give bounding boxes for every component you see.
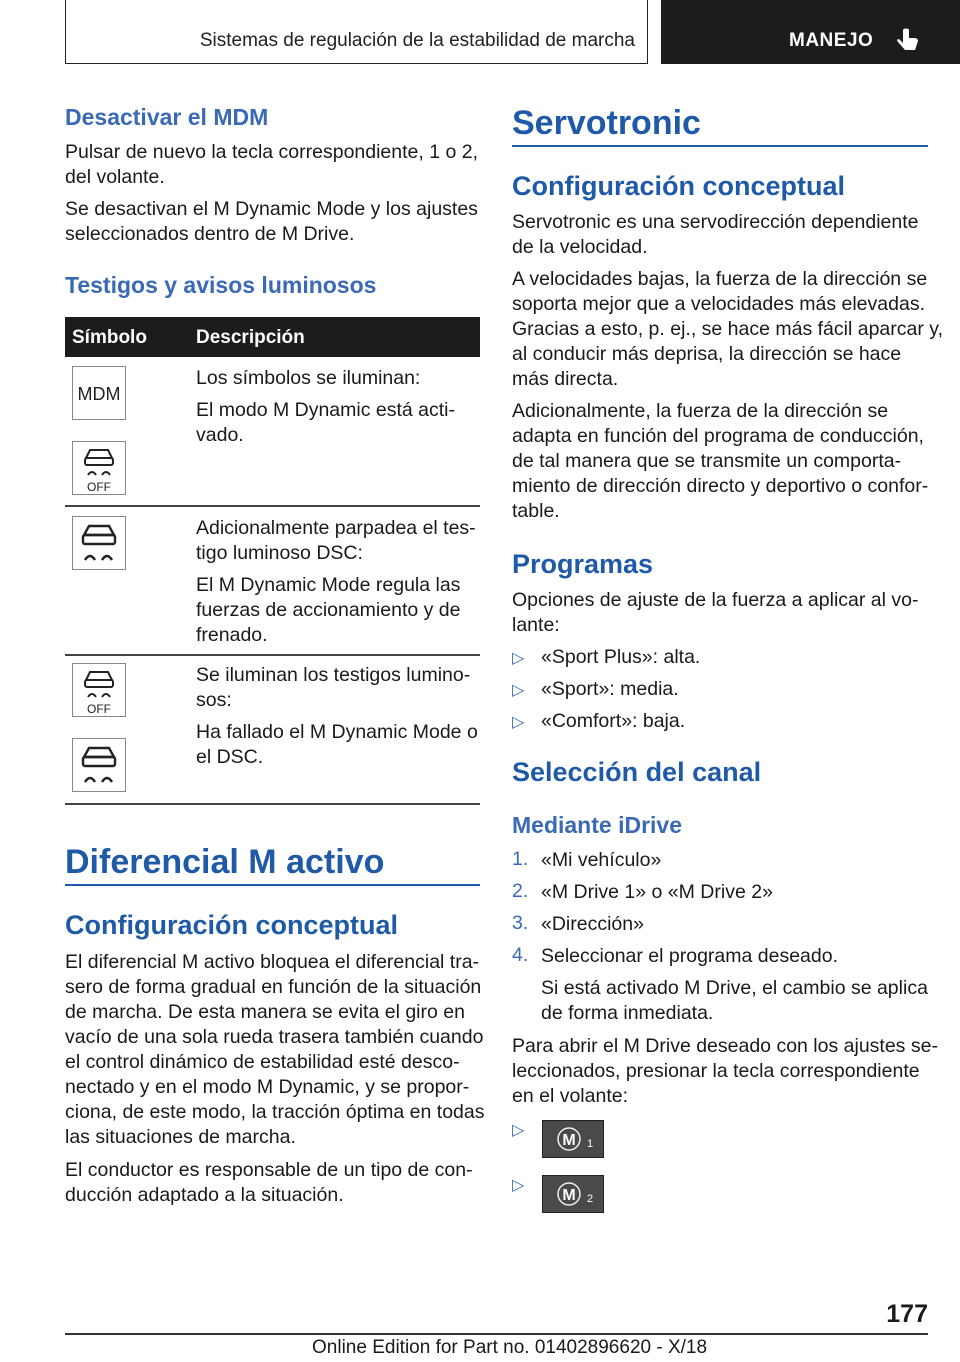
mdm-off-paragraph-2-line-2: seleccionados dentro de M Drive.	[65, 223, 355, 245]
concept-p2-line: A velocidades bajas, la fuerza de la dirección se	[512, 268, 928, 290]
footer-edition: Online Edition for Part no. 01402896620 - X/18	[312, 1337, 708, 1358]
diff-p1-line: sero de forma gradual en función de la situación	[65, 976, 482, 998]
diff-p1-line: las situaciones de marcha.	[65, 1126, 296, 1148]
row-2-desc-line-4: fuerzas de accionamiento y de	[196, 599, 461, 621]
concept-p1-line: de la velocidad.	[512, 236, 648, 258]
mdm-off-heading: Desactivar el MDM	[65, 104, 269, 130]
concept-p2-line: más directa.	[512, 368, 619, 390]
servotronic-heading-rule	[512, 145, 928, 147]
header-chapter-tab[interactable]	[661, 0, 960, 64]
concept-p3-line: table.	[512, 500, 560, 522]
diff-p1-line: ciona, de este modo, la tracción óptima en todas	[65, 1101, 485, 1123]
concept-p2-line: soporta mejor que a velocidades más elevadas.	[512, 293, 925, 315]
table-row-divider	[65, 505, 480, 507]
header-section-box	[65, 0, 648, 64]
programs-heading: Programas	[512, 549, 654, 579]
triangle-bullet-icon: ▷	[512, 682, 525, 699]
concept-p2-line: Gracias a esto, p. ej., se hace más fácil aparcar y,	[512, 318, 943, 340]
servo-concept-heading: Configuración conceptual	[512, 171, 846, 201]
program-item: «Comfort»: baja.	[541, 710, 686, 732]
diff-concept-heading: Configuración conceptual	[65, 910, 399, 940]
row-3-desc-line-4: el DSC.	[196, 746, 264, 768]
diff-p1-line: de marcha. De esta manera se evita el giro en	[65, 1001, 465, 1023]
row-1-desc-line-1: Los símbolos se iluminan:	[196, 367, 421, 389]
step-text: Seleccionar el programa deseado.	[541, 945, 839, 967]
row-1-desc-line-2: El modo M Dynamic está acti-	[196, 399, 455, 421]
row-2-desc-line-5: frenado.	[196, 624, 268, 646]
step-text: «Mi vehículo»	[541, 849, 662, 871]
triangle-bullet-icon: ▷	[512, 1177, 525, 1194]
programs-p-line: Opciones de ajuste de la fuerza a aplicar al vo-	[512, 589, 919, 611]
row-1-desc-line-3: vado.	[196, 424, 244, 446]
diff-p2-line: ducción adaptado a la situación.	[65, 1184, 344, 1206]
channel-heading: Selección del canal	[512, 757, 762, 787]
triangle-bullet-icon: ▷	[512, 1122, 525, 1139]
hand-pointer-icon	[893, 26, 923, 56]
triangle-bullet-icon: ▷	[512, 650, 525, 667]
programs-p-line: lante:	[512, 614, 560, 636]
open-p-line: en el volante:	[512, 1085, 629, 1107]
page-number: 177	[886, 1300, 928, 1328]
mdm-icon-label: MDM	[77, 384, 121, 404]
row-2-desc-line-3: El M Dynamic Mode regula las	[196, 574, 461, 596]
concept-p3-line: miento de dirección directo y deportivo o confor-	[512, 475, 929, 497]
dsc-off-icon	[72, 663, 126, 717]
header-section-title: Sistemas de regulación de la estabilidad de marcha	[199, 30, 635, 51]
mdm-icon	[72, 366, 126, 420]
diff-p1-line: vacío de una sola rueda trasera también cuando	[65, 1026, 484, 1048]
m1-steering-button[interactable]	[542, 1120, 604, 1158]
mdm-off-paragraph-1-line-1: Pulsar de nuevo la tecla correspondiente, 1 o 2,	[65, 141, 479, 163]
step-number: 4.	[512, 944, 529, 966]
dsc-off-icon-label: OFF	[87, 480, 111, 494]
row-2-desc-line-1: Adicionalmente parpadea el tes-	[196, 517, 476, 539]
mdm-off-paragraph-1-line-2: del volante.	[65, 166, 165, 188]
table-bottom-rule	[65, 803, 480, 805]
concept-p1-line: Servotronic es una servodirección dependiente	[512, 211, 919, 233]
servotronic-heading: Servotronic	[512, 104, 701, 142]
idrive-heading: Mediante iDrive	[512, 812, 682, 838]
dsc-icon	[72, 516, 126, 570]
dsc-off-icon	[72, 441, 126, 495]
open-p-line: Para abrir el M Drive deseado con los ajustes se-	[512, 1035, 938, 1057]
row-3-desc-line-3: Ha fallado el M Dynamic Mode o	[196, 721, 478, 743]
m2-subscript: 2	[587, 1193, 594, 1205]
diff-p1-line: El diferencial M activo bloquea el diferencial tra-	[65, 951, 480, 973]
column-header-symbol: Símbolo	[72, 327, 147, 348]
concept-p3-line: de tal manera que se transmite un comporta-	[512, 450, 902, 472]
step-number: 2.	[512, 880, 529, 902]
step-number: 3.	[512, 912, 529, 934]
header-chapter-label: MANEJO	[789, 30, 874, 51]
dsc-off-icon-label: OFF	[87, 702, 111, 716]
indicators-heading: Testigos y avisos luminosos	[65, 272, 377, 298]
step-number: 1.	[512, 848, 529, 870]
triangle-bullet-icon: ▷	[512, 714, 525, 731]
open-p-line: leccionados, presionar la tecla correspondiente	[512, 1060, 920, 1082]
footer-rule	[65, 1333, 928, 1335]
mdm-off-paragraph-2-line-1: Se desactivan el M Dynamic Mode y los ajustes	[65, 198, 478, 220]
diff-heading-rule	[65, 884, 480, 886]
m2-steering-button[interactable]	[542, 1175, 604, 1213]
column-header-description: Descripción	[196, 327, 305, 348]
step-4-note-line: Si está activado M Drive, el cambio se aplica	[541, 977, 928, 999]
step-text: «M Drive 1» o «M Drive 2»	[541, 881, 773, 903]
row-3-desc-line-1: Se iluminan los testigos lumino-	[196, 664, 471, 686]
indicator-table-header	[65, 317, 480, 357]
row-2-desc-line-2: tigo luminoso DSC:	[196, 542, 363, 564]
m1-subscript: 1	[587, 1138, 594, 1150]
step-4-note-line: de forma inmediata.	[541, 1002, 714, 1024]
program-item: «Sport»: media.	[541, 678, 679, 700]
program-item: «Sport Plus»: alta.	[541, 646, 701, 668]
m1-letter: M	[562, 1132, 576, 1149]
concept-p2-line: al conducir más deprisa, la dirección se hace	[512, 343, 902, 365]
diff-p1-line: nectado y en el modo M Dynamic, y se propor-	[65, 1076, 470, 1098]
m2-letter: M	[562, 1187, 576, 1204]
row-3-desc-line-2: sos:	[196, 689, 232, 711]
step-text: «Dirección»	[541, 913, 644, 935]
diff-p2-line: El conductor es responsable de un tipo de con-	[65, 1159, 473, 1181]
dsc-icon	[72, 738, 126, 792]
table-row-divider	[65, 654, 480, 656]
concept-p3-line: adapta en función del programa de conducción,	[512, 425, 924, 447]
concept-p3-line: Adicionalmente, la fuerza de la dirección se	[512, 400, 889, 422]
diff-heading: Diferencial M activo	[65, 843, 385, 881]
diff-p1-line: el control dinámico de estabilidad esté desco-	[65, 1051, 460, 1073]
